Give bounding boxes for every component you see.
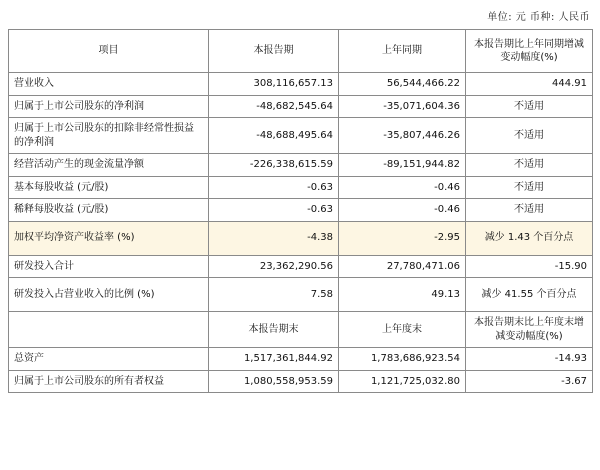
row-label: 归属于上市公司股东的净利润	[9, 95, 209, 118]
row-change-value: 444.91	[466, 73, 593, 96]
subheader-previous-year-end: 上年度末	[339, 312, 466, 348]
row-label: 稀释每股收益 (元/股)	[9, 199, 209, 222]
row-current-value: 23,362,290.56	[209, 255, 339, 278]
row-current-value: -48,688,495.64	[209, 118, 339, 154]
row-change-value: -3.67	[466, 370, 593, 393]
table-row	[9, 154, 593, 177]
table-row	[9, 370, 593, 393]
row-previous-value: 27,780,471.06	[339, 255, 466, 278]
row-previous-value: -0.46	[339, 199, 466, 222]
table-row	[9, 278, 593, 312]
row-current-value: 1,517,361,844.92	[209, 348, 339, 371]
row-previous-value: 1,783,686,923.54	[339, 348, 466, 371]
column-header-change-rate: 本报告期比上年同期增减变动幅度(%)	[466, 30, 593, 73]
table-row	[9, 73, 593, 96]
column-header-item: 项目	[9, 30, 209, 73]
table-row	[9, 118, 593, 154]
row-current-value: -0.63	[209, 199, 339, 222]
row-label: 归属于上市公司股东的所有者权益	[9, 370, 209, 393]
row-change-value: 不适用	[466, 199, 593, 222]
row-current-value: -4.38	[209, 221, 339, 255]
row-change-value: 减少 1.43 个百分点	[466, 221, 593, 255]
row-previous-value: 49.13	[339, 278, 466, 312]
row-current-value: -0.63	[209, 176, 339, 199]
row-previous-value: -89,151,944.82	[339, 154, 466, 177]
table-header-row	[9, 30, 593, 73]
row-change-value: 不适用	[466, 176, 593, 199]
table-row	[9, 348, 593, 371]
row-change-value: 减少 41.55 个百分点	[466, 278, 593, 312]
subheader-blank	[9, 312, 209, 348]
column-header-current-period: 本报告期	[209, 30, 339, 73]
row-label: 归属于上市公司股东的扣除非经常性损益的净利润	[9, 118, 209, 154]
row-change-value: 不适用	[466, 118, 593, 154]
row-previous-value: 56,544,466.22	[339, 73, 466, 96]
row-label: 经营活动产生的现金流量净额	[9, 154, 209, 177]
row-current-value: 1,080,558,953.59	[209, 370, 339, 393]
row-change-value: 不适用	[466, 95, 593, 118]
subheader-current-period-end: 本报告期末	[209, 312, 339, 348]
row-label: 研发投入合计	[9, 255, 209, 278]
row-change-value: 不适用	[466, 154, 593, 177]
row-label: 加权平均净资产收益率 (%)	[9, 221, 209, 255]
table-row	[9, 199, 593, 222]
row-label: 总资产	[9, 348, 209, 371]
row-change-value: -14.93	[466, 348, 593, 371]
financial-summary-table	[8, 29, 593, 393]
row-label: 基本每股收益 (元/股)	[9, 176, 209, 199]
unit-note: 单位: 元 币种: 人民币	[487, 12, 590, 23]
row-current-value: 308,116,657.13	[209, 73, 339, 96]
row-previous-value: -35,071,604.36	[339, 95, 466, 118]
row-previous-value: -35,807,446.26	[339, 118, 466, 154]
subheader-change-rate: 本报告期末比上年度末增减变动幅度(%)	[466, 312, 593, 348]
table-subheader-row	[9, 312, 593, 348]
row-previous-value: -0.46	[339, 176, 466, 199]
row-label: 研发投入占营业收入的比例 (%)	[9, 278, 209, 312]
row-label: 营业收入	[9, 73, 209, 96]
row-previous-value: 1,121,725,032.80	[339, 370, 466, 393]
row-current-value: -48,682,545.64	[209, 95, 339, 118]
table-row	[9, 176, 593, 199]
row-current-value: 7.58	[209, 278, 339, 312]
row-current-value: -226,338,615.59	[209, 154, 339, 177]
table-row-highlighted	[9, 221, 593, 255]
row-change-value: -15.90	[466, 255, 593, 278]
row-previous-value: -2.95	[339, 221, 466, 255]
column-header-previous-period: 上年同期	[339, 30, 466, 73]
table-row	[9, 95, 593, 118]
table-row	[9, 255, 593, 278]
